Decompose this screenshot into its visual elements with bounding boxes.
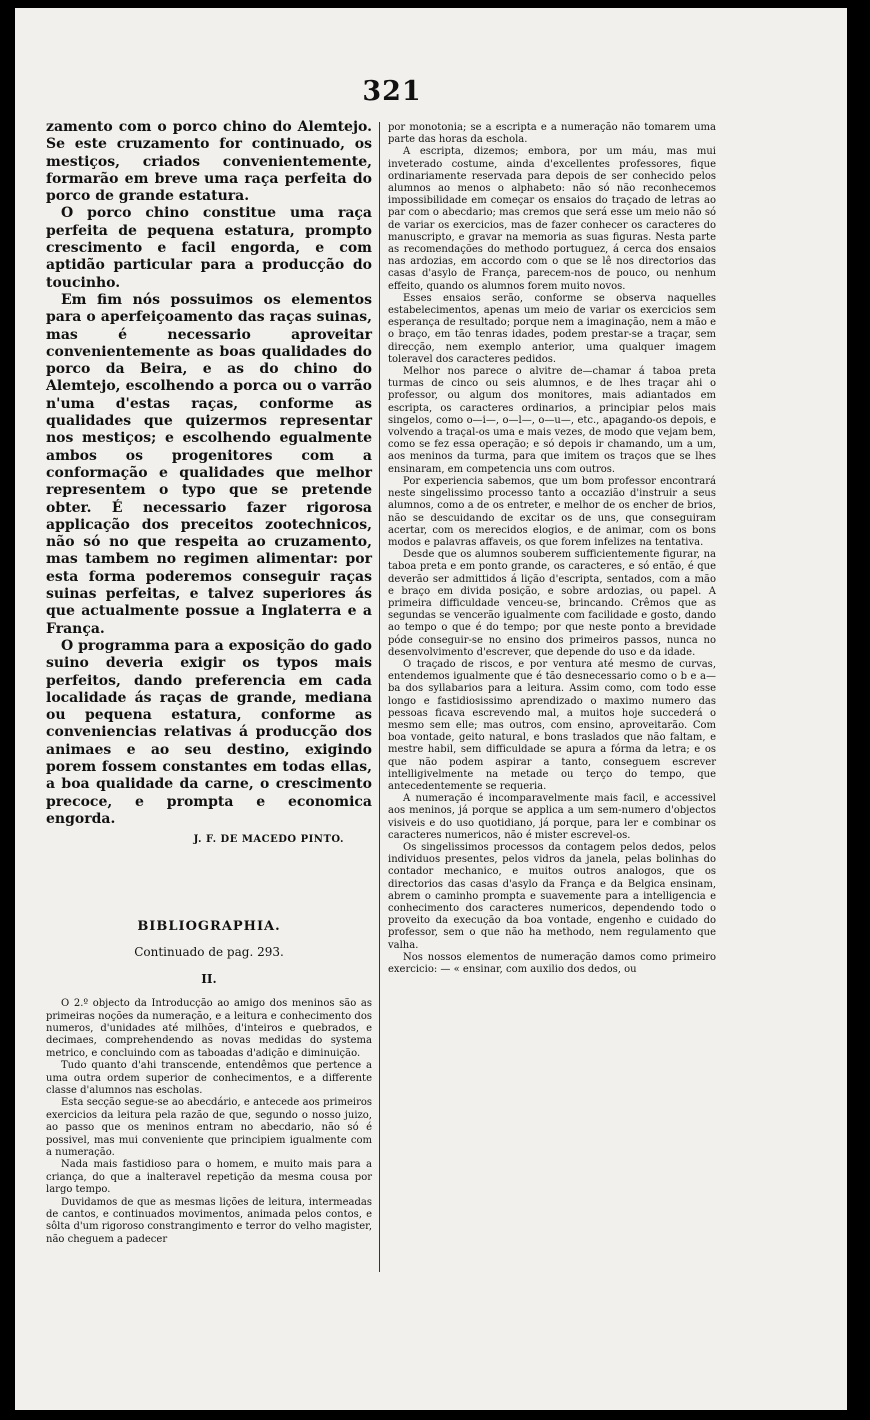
article-body [46,119,372,828]
paragraph: Em fim nós possuimos os elementos para o aperfeiçoamento das raças suinas, mas é necessario aproveitar convenientemente as boas qualidades do porco da Beira, e as do chino do Alemtejo, escolhendo a porca ou o varrão n'uma d'estas raças, conforme as qualidades que quizermos representar nos mestiços; e escolhendo egualmente ambos os progenitores com a conformação e qualidades que melhor representem o typo que se pretende obter. É necessario fazer rigorosa applicação dos preceitos zootechnicos, não só no que respeita ao cruzamento, mas tambem no regimen alimentar: por esta forma poderemos conseguir raças suinas perfeitas, e talvez superiores ás que actualmente possue a Inglaterra e a França. [46,291,372,637]
paragraph: Os singelissimos processos da contagem pelos dedos, pelos individuos presentes, pelos vidros da janela, pelas bolinhas do contador mechanico, e muitos outros analogos, que os directorios das casas d'asylo da França e da Belgica ensinam, abrem o caminho prompta e suavemente para a intelligencia e conhecimento dos caracteres numericos, dependendo todo o proveito da execução da boa vontade, engenho e cuidado do professor, sem o que não ha methodo, nem regulamento que valha. [388,841,716,951]
paragraph: Esta secção segue-se ao abecdário, e antecede aos primeiros exercicios da leitura pela razão de que, segundo o nosso juizo, ao passo que os meninos entram no abecdario, não só é possivel, mas mui conveniente que principiem igualmente com a numeração. [46,1097,372,1159]
paragraph: O programma para a exposição do gado suino deveria exigir os typos mais perfeitos, dando preferencia em cada localidade ás raças de grande, mediana ou pequena estatura, conforme as conveniencias relativas á producção dos animaes e ao seu destino, exigindo porem fossem constantes em todas ellas, a boa qualidade da carne, o crescimento precoce, e prompta e economica engorda. [46,637,372,827]
paragraph: A numeração é incomparavelmente mais facil, e accessivel aos meninos, já porque se applica a um sem-numero d'objectos visiveis e do uso quotidiano, já porque, para ler e combinar os caracteres numericos, não é mister escrevel-os. [388,793,716,841]
paragraph: zamento com o porco chino do Alemtejo. Se este cruzamento for continuado, os mestiços, criados convenientemente, formarão em breve uma raça perfeita do porco de grande estatura. [46,119,372,205]
section-number: II. [201,972,217,987]
paragraph: Por experiencia sabemos, que um bom professor encontrará neste singelissimo processo tanto a occazião d'instruir a seus alumnos, como a de os entreter, e melhor de os encher de brios, não se descuidando de excitar os de uns, que conseguiram acertar, com os merecidos elogios, e de animar, com os bons modos e palavras affaveis, os que forem infelizes na tentativa. [388,475,716,548]
paragraph: O 2.º objecto da Introducção ao amigo dos meninos são as primeiras noções da numeração, e a leitura e conhecimento dos numeros, d'unidades até milhões, d'inteiros e quebrados, e decimaes, comprehendendo as novas medidas do systema metrico, e concluindo com as taboadas d'adição e diminuição. [46,998,372,1059]
page-number: 321 [362,76,422,107]
author-signature: J. F. DE MACEDO PINTO. [193,834,344,846]
paragraph: por monotonia; se a escripta e a numeração não tomarem uma parte das horas da eschola. [388,122,716,146]
paragraph: A escripta, dizemos; embora, por um máu, mas mui inveterado costume, ainda d'excellentes professores, fique ordinariamente reservada para depois de ser conhecido pelos alumnos ao menos o alphabeto: não só não reconhecemos impossibilidade em começar os ensaios do traçado de letras ao par com o abecdario; mas cremos que será esse um meio não só de variar os exercicios, mas de fazer conhecer os caracteres do manuscripto, e gravar na memoria as suas figuras. Nesta parte as recomendações do methodo portuguez, á cerca dos ensaios nas ardozias, em accordo com o que se lê nos directorios das casas d'asylo de França, parecem-nos de pouco, ou nenhum effeito, quando os alumnos forem muito novos. [388,146,716,292]
paragraph: Nada mais fastidioso para o homem, e muito mais para a criança, do que a inalteravel repetição da mesma cousa por largo tempo. [46,1159,372,1196]
paragraph: O traçado de riscos, e por ventura até mesmo de curvas, entendemos igualmente que é tão desnecessario como o b e a—ba dos syllabarios para a leitura. Assim como, com todo esse longo e fastidiosissimo aprendizado o maximo numero das pessoas ficava escrevendo mal, a muitos hoje succederá o mesmo sem elle; mas outros, com ensino, aproveitarão. Com boa vontade, geito natural, e bons traslados que não faltam, e mestre habil, sem difficuldade se apura a fórma da letra; e os que não podem aspirar a tanto, conseguem escrever intelligivelmente na metade ou terço do tempo, que antecedentemente se requeria. [388,658,716,792]
continued-note: Continuado de pag. 293. [134,945,284,960]
paragraph: Nos nossos elementos de numeração damos como primeiro exercicio: — « ensinar, com auxilio dos dedos, ou [388,951,716,976]
column-divider [379,122,380,1272]
paragraph: Desde que os alumnos souberem sufficientemente figurar, na taboa preta e em ponto grande, os caracteres, e só então, é que deverão ser admittidos á lição d'escripta, sentados, com a mão e braço em divida posição, e sobre ardozias, ou papel. A primeira difficuldade venceu-se, brincando. Crêmos que as segundas se vencerão igualmente com facilidade e gosto, dando ao tempo o que é do tempo; por que neste ponto a brevidade póde conseguir-se no ensino dos primeiros passos, nunca no desenvolvimento d'escrever, que depende do uso e da idade. [388,549,716,658]
paragraph: Esses ensaios serão, conforme se observa naquelles estabelecimentos, apenas um meio de variar os exercicios sem esperança de resultado; porque nem a imaginação, nem a mão e o braço, em tão tenras idades, podem prestar-se a traçar, sem direcção, nem exemplo anterior, uma qualquer imagem toleravel dos caracteres pedidos. [388,292,716,365]
bibliography-body [46,998,372,1246]
paragraph: Duvidamos de que as mesmas lições de leitura, intermeadas de cantos, e continuados movimentos, animada pelos contos, e sôlta d'um rigoroso constrangimento e terror do velho magister, não cheguem a padecer [46,1196,372,1245]
left-column [46,119,372,1246]
section-title: BIBLIOGRAPHIA. [137,919,281,935]
paragraph: Melhor nos parece o alvitre de—chamar á taboa preta turmas de cinco ou seis alumnos, e de lhes traçar ahi o professor, ou algum dos monitores, mais adiantados em escripta, os caracteres ordinarios, a principiar pelos mais singelos, como o—i—, o—l—, o—u—, etc., apagando-os depois, e volvendo a traçal-os uma e mais vezes, de modo que vejam bem, como se fez essa operação; e só depois ir chamando, um a um, aos meninos da turma, para que imitem os traços que se lhes ensinaram, em competencia uns com outros. [388,366,716,475]
paragraph: O porco chino constitue uma raça perfeita de pequena estatura, prompto crescimento e facil engorda, e com aptidão particular para a producção do toucinho. [46,205,372,291]
right-column [388,122,716,976]
paragraph: Tudo quanto d'ahi transcende, entendêmos que pertence a uma outra ordem superior de conhecimentos, e a differente classe d'alumnos nas escholas. [46,1060,372,1097]
